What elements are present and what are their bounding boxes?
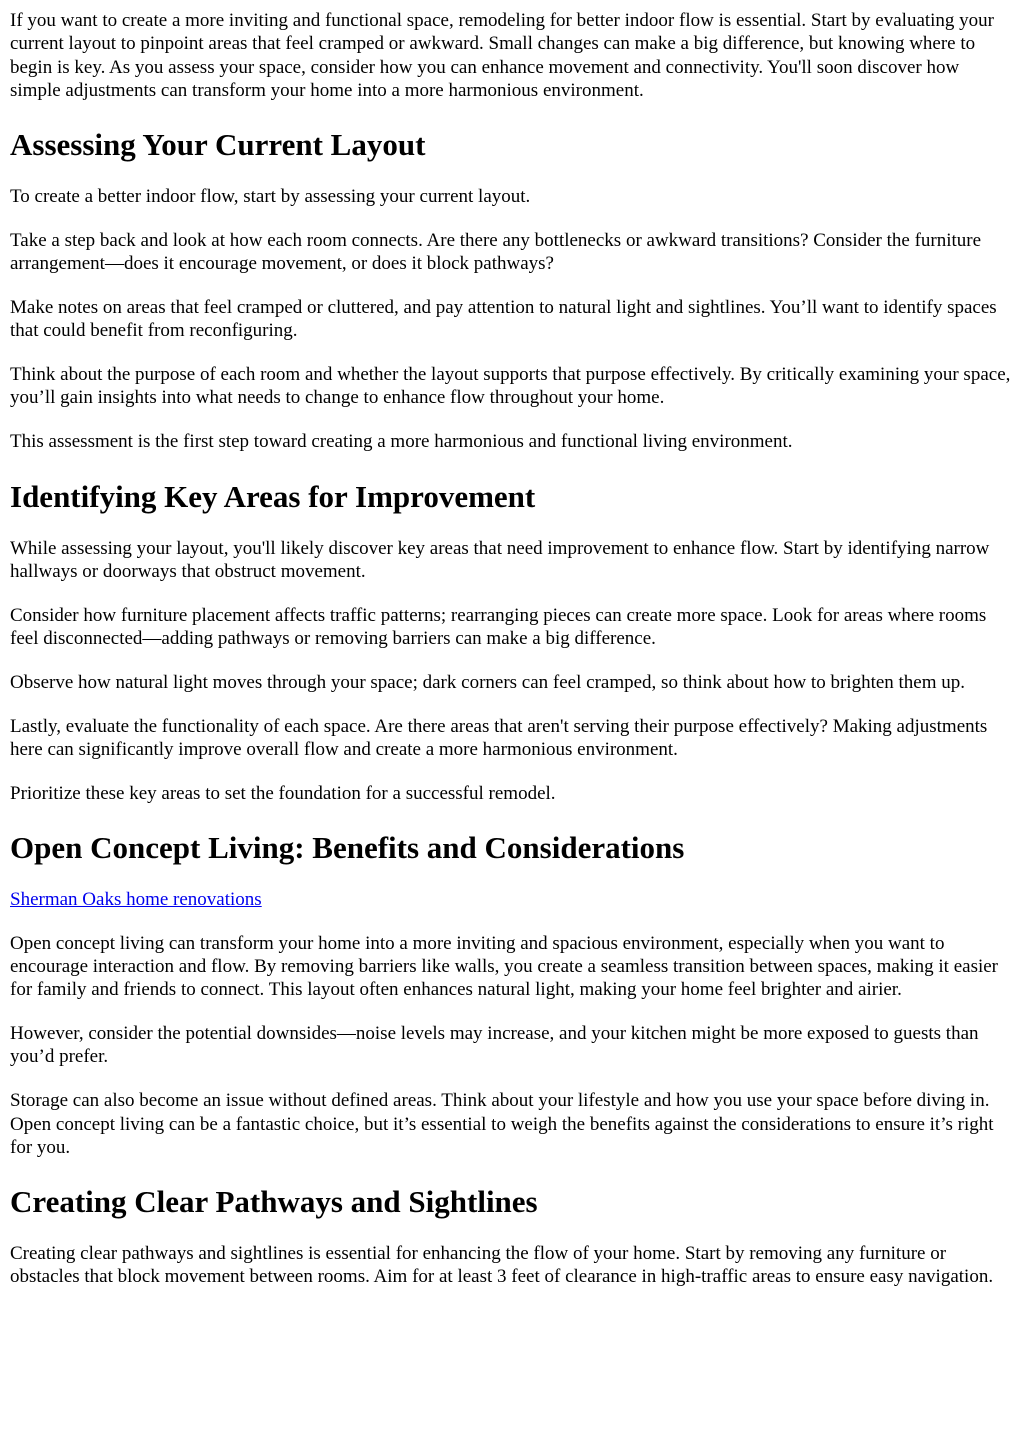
paragraph: Lastly, evaluate the functionality of each space. Are there areas that aren't serving their purpose effectively? Making adjustments here can significantly improve overall flow and create a more harmonious environment. [10,715,988,760]
paragraph: However, consider the potential downsides—noise levels may increase, and your kitchen might be more exposed to guests than you’d prefer. [10,1023,979,1068]
heading-key-areas: Identifying Key Areas for Improvement [10,478,536,514]
heading-assessing-layout: Assessing Your Current Layout [10,127,426,163]
heading-clear-pathways: Creating Clear Pathways and Sightlines [10,1184,538,1220]
heading-open-concept: Open Concept Living: Benefits and Considerations [10,829,685,865]
paragraph: Open concept living can transform your home into a more inviting and spacious environment, especially when you want to encourage interaction and flow. By removing barriers like walls, you create a seamless transition between spaces, making it easier for family and friends to connect. This layout often enhances natural light, making your home feel brighter and airier. [10,932,998,1001]
paragraph: Observe how natural light moves through your space; dark corners can feel cramped, so think about how to brighten them up. [10,671,966,693]
paragraph: While assessing your layout, you'll likely discover key areas that need improvement to enhance flow. Start by identifying narrow hallways or doorways that obstruct movement. [10,537,990,582]
paragraph: Consider how furniture placement affects traffic patterns; rearranging pieces can create more space. Look for areas where rooms feel disconnected—adding pathways or removing barriers can make a big difference. [10,604,987,649]
sherman-oaks-renovations-link[interactable]: Sherman Oaks home renovations [10,888,262,910]
paragraph: This assessment is the first step toward creating a more harmonious and functional living environment. [10,431,793,453]
paragraph: Prioritize these key areas to set the foundation for a successful remodel. [10,782,556,804]
paragraph: Creating clear pathways and sightlines is essential for enhancing the flow of your home. Start by removing any furniture or obstacles that block movement between rooms. Aim for at least 3 feet of clearance in high-traffic areas to ensure easy navigation. [10,1243,994,1288]
paragraph: Think about the purpose of each room and whether the layout supports that purpose effectively. By critically examining your space, you’ll gain insights into what needs to change to enhance flow throughout your home. [10,364,1011,409]
paragraph: Storage can also become an issue without defined areas. Think about your lifestyle and how you use your space before diving in. Open concept living can be a fantastic choice, but it’s essential to weigh the benefits against the considerations to ensure it’s right for you. [10,1090,994,1158]
intro-paragraph: If you want to create a more inviting and functional space, remodeling for better indoor flow is essential. Start by evaluating your current layout to pinpoint areas that feel cramped or awkward. Small changes can make a big difference, but knowing where to begin is key. As you assess your space, consider how you can enhance movement and connectivity. You'll soon discover how simple adjustments can transform your home into a more harmonious environment. [10,10,995,101]
paragraph: Make notes on areas that feel cramped or cluttered, and pay attention to natural light and sightlines. You’ll want to identify spaces that could benefit from reconfiguring. [10,297,997,342]
paragraph: To create a better indoor flow, start by assessing your current layout. [10,186,531,208]
paragraph: Take a step back and look at how each room connects. Are there any bottlenecks or awkward transitions? Consider the furniture arrangement—does it encourage movement, or does it block pathways? [10,229,982,275]
link-paragraph [10,888,1014,911]
